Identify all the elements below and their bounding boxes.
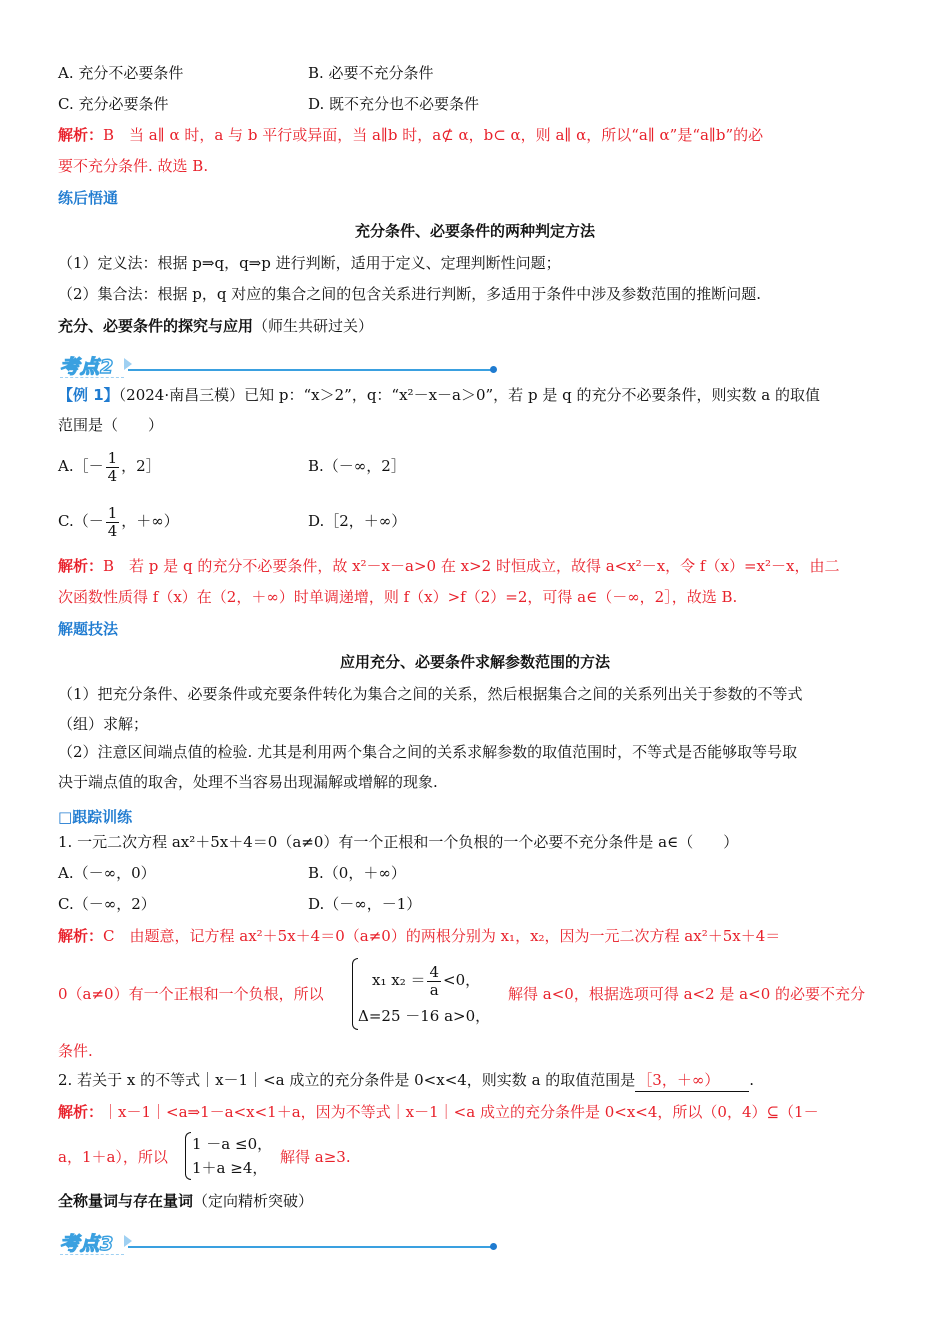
option-row xyxy=(58,62,434,84)
analysis-line: a，1＋a），所以 xyxy=(58,1148,168,1166)
exam-point-badge xyxy=(58,352,498,378)
analysis-line xyxy=(58,925,780,947)
system-equation: 1 －a ≤0， xyxy=(192,1135,273,1153)
method-title: 充分条件、必要条件的两种判定方法 xyxy=(354,222,595,240)
fraction: $\frac{1}{4}$ xyxy=(107,503,118,540)
analysis-text: C 由题意，记方程 ax²＋5x＋4＝0（a≠0）的两根分别为 x₁，x₂，因为一元二次方程 ax²＋5x＋4＝ xyxy=(103,927,781,945)
option-row xyxy=(58,446,406,486)
answer-blank: ［3，＋∞） xyxy=(635,1069,749,1092)
badge-rule xyxy=(128,1246,493,1248)
example-line: 范围是（ ） xyxy=(58,416,164,434)
option-d: D.［2，＋∞） xyxy=(308,512,407,530)
system-equation: 1＋a ≥4， xyxy=(192,1159,268,1177)
analysis-line: 解得 a<0，根据选项可得 a<2 是 a<0 的必要不充分 xyxy=(508,985,866,1003)
exam-point-badge xyxy=(58,1229,498,1255)
system-equation: Δ=25 －16 a>0， xyxy=(358,1007,491,1025)
method-item: （2）集合法：根据 p，q 对应的集合之间的包含关系进行判断，多适用于条件中涉及参数范围的推断问题. xyxy=(58,285,762,303)
section-heading: 练后悟通 xyxy=(58,189,119,207)
method-item: 决于端点值的取舍，处理不当容易出现漏解或增解的现象. xyxy=(58,773,438,791)
analysis-label: 解析： xyxy=(58,927,104,945)
method-title: 应用充分、必要条件求解参数范围的方法 xyxy=(339,653,610,671)
analysis-text: 要不充分条件. 故选 B. xyxy=(58,157,209,175)
badge-rule xyxy=(128,369,493,371)
question-stem: 2. 若关于 x 的不等式｜x－1｜<a 成立的充分条件是 0<x<4，则实数 a 的取值范围是 ［3，＋∞） . xyxy=(58,1069,754,1092)
method-item: （2）注意区间端点值的检验. 尤其是利用两个集合之间的关系求解参数的取值范围时，不等式是否能够取等号取 xyxy=(58,743,798,761)
analysis-text: B 若 p 是 q 的充分不必要条件，故 x²－x－a>0 在 x>2 时恒成立，故得 a<x²－x，令 f（x）=x²－x，由二 xyxy=(103,557,840,575)
system-brace xyxy=(185,1132,191,1180)
analysis-text: ｜x－1｜<a⇒1－a<x<1＋a，因为不等式｜x－1｜<a 成立的充分条件是 0<x<4，所以（0，4）⊆（1－ xyxy=(103,1103,819,1121)
example-label: 【例 1】 xyxy=(58,386,119,404)
section-title-row xyxy=(58,1190,313,1212)
analysis-text: B 当 a∥ α 时，a 与 b 平行或异面，当 a∥b 时，a⊄ α，b⊂ α，则 a∥ α，所以“a∥ α”是“a∥b”的必 xyxy=(103,126,764,144)
analysis-line: 0（a≠0）有一个正根和一个负根，所以 xyxy=(58,985,324,1003)
option-row xyxy=(58,93,480,115)
system-equation: x₁ x₂ ＝ $\frac{4}{a}$ <0， xyxy=(372,962,481,999)
analysis-line: 条件. xyxy=(58,1042,93,1060)
analysis-line xyxy=(58,155,208,177)
badge-underline xyxy=(60,1254,124,1255)
section-note: （师生共研过关） xyxy=(253,317,374,335)
option-d: D.（－∞，－1） xyxy=(308,895,422,913)
section-title: 全称量词与存在量词 xyxy=(58,1192,194,1210)
analysis-line: 次函数性质得 f（x）在（2，＋∞）时单调递增，则 f（x）>f（2）=2，可得 a∈（－∞，2］，故选 B. xyxy=(58,588,738,606)
option-a: A. 充分不必要条件 xyxy=(58,64,184,82)
option-row xyxy=(58,893,422,915)
option-b: B.（0，＋∞） xyxy=(308,864,406,882)
option-a: A.［－ $\frac{1}{4}$ ，2］ xyxy=(58,448,161,485)
dot-icon xyxy=(490,1243,497,1250)
question-stem: 1. 一元二次方程 ax²＋5x＋4＝0（a≠0）有一个正根和一个负根的一个必要不充分条件是 a∈（ ） xyxy=(58,833,739,851)
analysis-label: 解析： xyxy=(58,557,104,575)
method-item: （1）定义法：根据 p⇒q，q⇒p 进行判断，适用于定义、定理判断性问题； xyxy=(58,254,561,272)
analysis-line xyxy=(58,1101,819,1123)
analysis-line xyxy=(58,555,839,577)
option-row xyxy=(58,501,407,541)
section-heading: 解题技法 xyxy=(58,620,119,638)
practice-heading: □跟踪训练 xyxy=(58,808,133,826)
option-row xyxy=(58,862,406,884)
fraction: $\frac{4}{a}$ xyxy=(429,962,440,999)
section-title-row xyxy=(58,315,373,337)
badge-text: 考点2 xyxy=(60,356,115,378)
option-b: B. 必要不充分条件 xyxy=(308,64,434,82)
analysis-label: 解析： xyxy=(58,1103,104,1121)
option-b: B.（－∞，2］ xyxy=(308,457,406,475)
fraction: $\frac{1}{4}$ xyxy=(107,448,118,485)
method-item: （组）求解； xyxy=(58,715,149,733)
method-item: （1）把充分条件、必要条件或充要条件转化为集合之间的关系，然后根据集合之间的关系列出关于参数的不等式 xyxy=(58,685,803,703)
option-c: C.（－ $\frac{1}{4}$ ，＋∞） xyxy=(58,503,179,540)
badge-text: 考点3 xyxy=(60,1233,115,1255)
section-title: 充分、必要条件的探究与应用 xyxy=(58,317,254,335)
example-line xyxy=(58,384,820,406)
option-d: D. 既不充分也不必要条件 xyxy=(308,95,480,113)
option-c: C.（－∞，2） xyxy=(58,895,156,913)
section-note: （定向精析突破） xyxy=(193,1192,314,1210)
example-text: （2024·南昌三模）已知 p：“x＞2”，q：“x²－x－a＞0”，若 p 是 q 的充分不必要条件，则实数 a 的取值 xyxy=(118,386,820,404)
analysis-label: 解析： xyxy=(58,126,104,144)
analysis-line: 解得 a≥3. xyxy=(280,1148,351,1166)
analysis-line xyxy=(58,124,763,146)
option-a: A.（－∞，0） xyxy=(58,864,156,882)
badge-underline xyxy=(60,377,124,378)
option-c: C. 充分必要条件 xyxy=(58,95,169,113)
dot-icon xyxy=(490,366,497,373)
